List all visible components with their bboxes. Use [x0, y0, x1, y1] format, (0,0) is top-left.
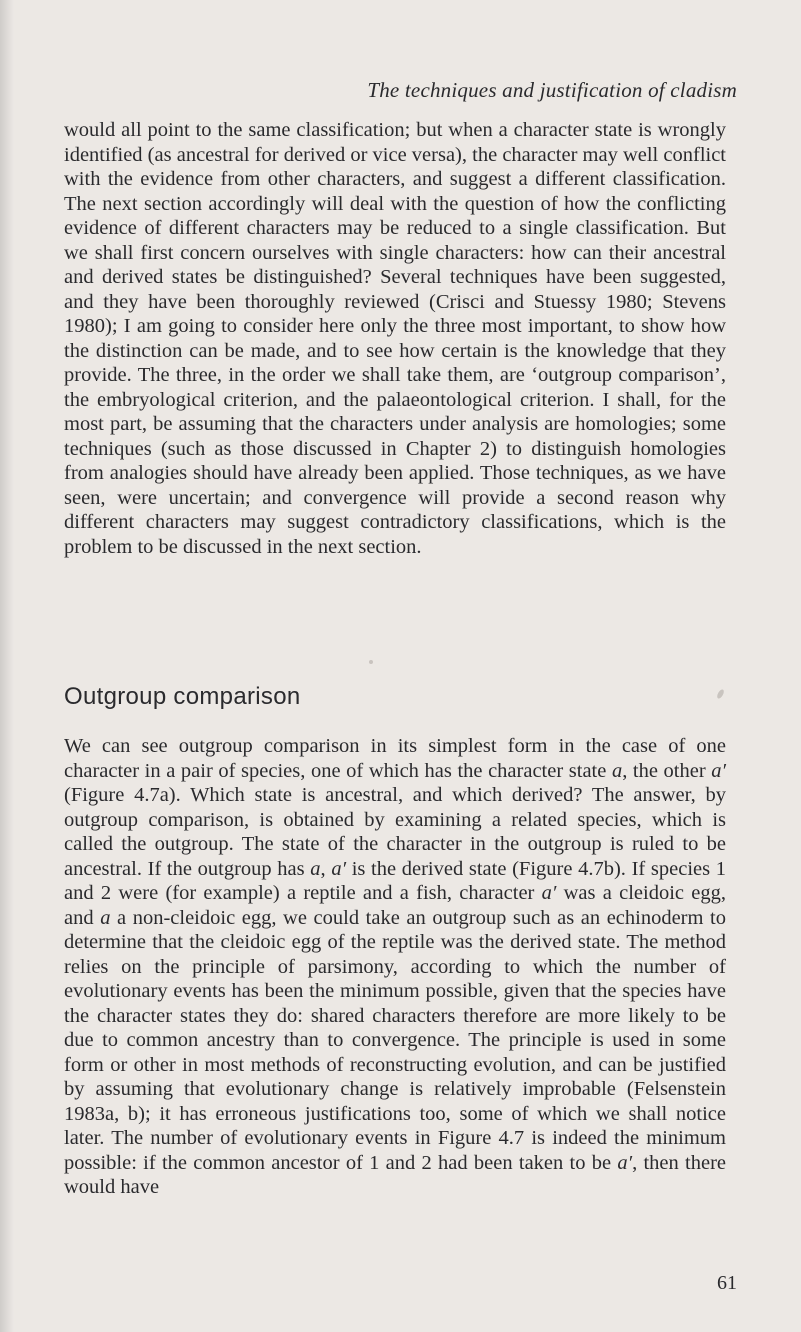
paper-speck: [716, 688, 725, 699]
character-state-symbol: a′: [617, 1151, 633, 1174]
character-state-symbol: a: [611, 759, 623, 782]
page-gutter-shadow: [0, 0, 14, 1332]
body-paragraph-1: would all point to the same classification; but when a character state is wrongly identified (as ancestral for derived or vice versa), the character may well conflict with the evidence from other characters, and suggest a different classification. The next section accordingly will deal with the question of how the conflicting evidence of different characters may be reduced to a single classification. But we shall first concern ourselves with single characters: how can their ancestral and derived states be distinguished? Several techniques have been suggested, and they have been thoroughly reviewed (Crisci and Stuessy 1980; Stevens 1980); I am going to consider here only the three most important, to show how the distinction can be made, and to see how certain is the knowledge that they provide. The three, in the order we shall take them, are ‘outgroup comparison’, the embryological criterion, and the palaeontological criterion. I shall, for the most part, be assuming that the characters under analysis are homologies; some techniques (such as those discussed in Chapter 2) to distinguish homologies from analogies should have already been applied. Those techniques, as we have seen, were uncertain; and convergence will provide a second reason why different characters may suggest contradictory classifications, which is the problem to be discussed in the next section.: [64, 119, 726, 558]
text-run: , then there would have: [64, 1151, 727, 1198]
text-run: (Figure 4.7a). Which state is ancestral, and which derived? The answer, by outgroup comparison, is obtained by examining a related species, which is called the outgroup. The state of the character in the outgroup is ruled to be ancestral. If the outgroup has: [64, 784, 726, 880]
text-run: We can see outgroup comparison in its simplest form in the case of one character in a pair of species, one of which has the character state: [64, 735, 726, 782]
paper-speck: [369, 660, 373, 664]
character-state-symbol: a′: [331, 857, 347, 880]
character-state-symbol: a: [310, 857, 321, 880]
text-run: a non-cleidoic egg, we could take an outgroup such as an echinoderm to determine that the cleidoic egg of the reptile was the derived state. The method relies on the principle of parsimony, according to which the number of evolutionary events has been the minimum possible, given that the species have the character states they do: shared characters therefore are more likely to be due to common ancestry than to convergence. The principle is used in some form or other in most methods of reconstructing evolution, and can be justified by assuming that evolutionary change is relatively improbable (Felsenstein 1983a, b); it has erroneous justifications too, some of which we shall notice later. The number of evolutionary events in Figure 4.7 is indeed the minimum possible: if the common ancestor of 1 and 2 had been taken to be: [64, 906, 726, 1174]
character-state-symbol: a′: [711, 759, 726, 782]
text-run: , the other: [622, 759, 712, 782]
running-head: The techniques and justification of cladism: [367, 78, 737, 102]
character-state-symbol: a: [100, 906, 111, 929]
text-run: was a cleidoic egg, and: [64, 882, 726, 929]
section-heading: Outgroup comparison: [64, 683, 301, 710]
page-number: 61: [717, 1272, 737, 1294]
character-state-symbol: a′: [541, 882, 557, 904]
text-run: ,: [320, 857, 332, 880]
body-paragraph-2: [64, 734, 726, 1200]
text-run: is the derived state (Figure 4.7b). If species 1 and 2 were (for example) a reptile and a fish, character: [64, 857, 726, 904]
